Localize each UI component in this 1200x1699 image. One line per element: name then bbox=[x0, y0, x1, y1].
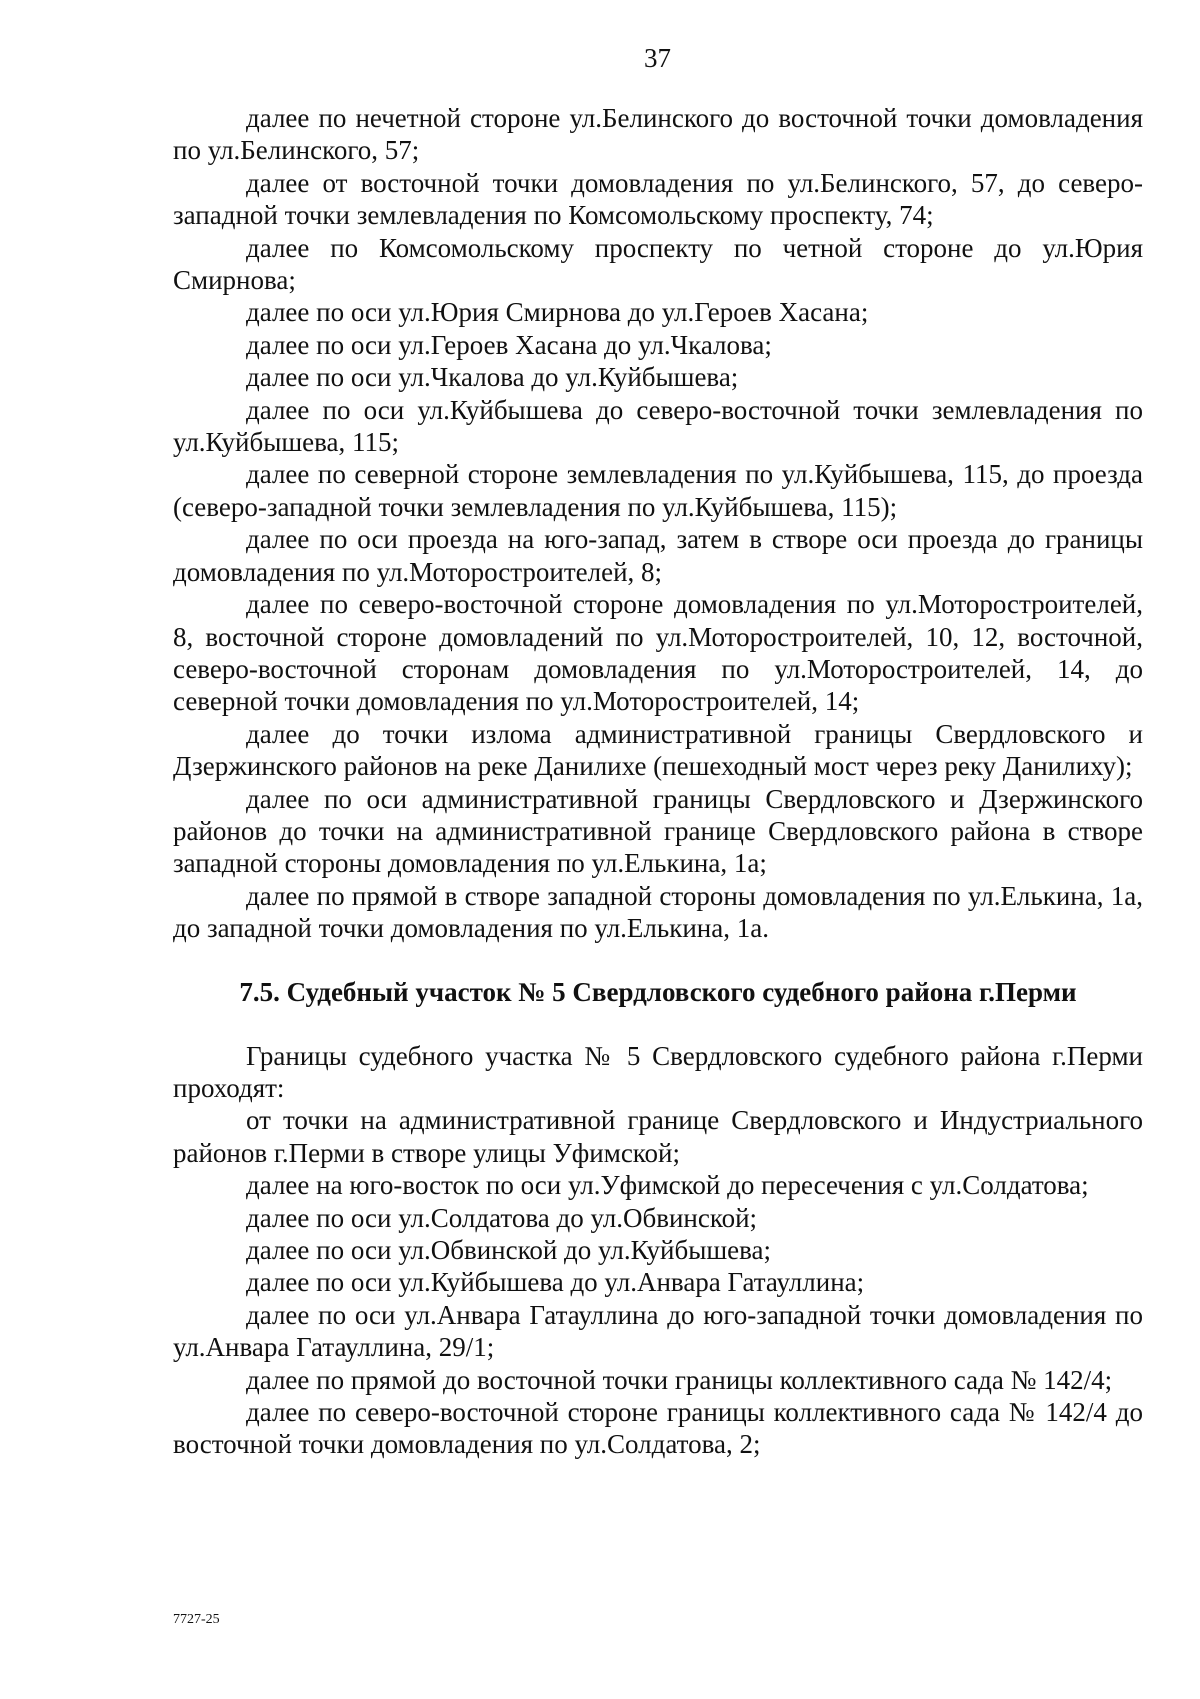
paragraph: далее по северной стороне землевладения по ул.Куйбышева, 115, до проезда (северо-западной точки землевладения по ул.Куйбышева, 115); bbox=[173, 459, 1143, 522]
paragraph: далее на юго-восток по оси ул.Уфимской до пересечения с ул.Солдатова; bbox=[246, 1170, 1089, 1201]
paragraph: Границы судебного участка № 5 Свердловского судебного района г.Перми проходят: bbox=[173, 1040, 1143, 1103]
paragraph: далее по северо-восточной стороне домовладения по ул.Моторостроителей, 8, восточной стороне домовладений по ул.Моторостроителей, 10, 12, восточной, северо-восточной сторонам домовладения по ул.Моторостроителей, 14, до северной точки домовладения по ул.Моторостроителей, 14; bbox=[173, 589, 1143, 717]
paragraph: далее по прямой до восточной точки границы коллективного сада № 142/4; bbox=[246, 1364, 1113, 1395]
paragraph: далее по нечетной стороне ул.Белинского до восточной точки домовладения по ул.Белинского, 57; bbox=[173, 103, 1143, 166]
document-code: 7727-25 bbox=[173, 1612, 220, 1627]
paragraph: далее от восточной точки домовладения по ул.Белинского, 57, до северо-западной точки землевладения по Комсомольскому проспекту, 74; bbox=[173, 167, 1143, 231]
document-body bbox=[173, 102, 1143, 1461]
paragraph: далее по оси ул.Юрия Смирнова до ул.Героев Хасана; bbox=[246, 297, 869, 328]
paragraph: далее по оси ул.Куйбышева до ул.Анвара Гатауллина; bbox=[246, 1267, 865, 1298]
paragraph: далее по оси ул.Солдатова до ул.Обвинской; bbox=[246, 1202, 758, 1233]
paragraph: от точки на административной границе Свердловского и Индустриального районов г.Перми в створе улицы Уфимской; bbox=[173, 1105, 1143, 1168]
paragraph: далее по оси ул.Куйбышева до северо-восточной точки землевладения по ул.Куйбышева, 115; bbox=[173, 394, 1143, 458]
paragraph: далее по прямой в створе западной стороны домовладения по ул.Елькина, 1а, до западной точки домовладения по ул.Елькина, 1а. bbox=[173, 880, 1143, 944]
paragraph: далее до точки излома административной границы Свердловского и Дзержинского районов на реке Данилихе (пешеходный мост через реку Данилиху); bbox=[173, 718, 1143, 782]
paragraph: далее по оси ул.Обвинской до ул.Куйбышева; bbox=[246, 1235, 772, 1265]
section-heading: 7.5. Судебный участок № 5 Свердловского судебного района г.Перми bbox=[239, 976, 1077, 1007]
paragraph: далее по Комсомольскому проспекту по четной стороне до ул.Юрия Смирнова; bbox=[173, 232, 1143, 296]
page-number: 37 bbox=[644, 43, 671, 73]
paragraph: далее по оси проезда на юго-запад, затем в створе оси проезда до границы домовладения по ул.Моторостроителей, 8; bbox=[173, 524, 1143, 587]
paragraph: далее по северо-восточной стороне границы коллективного сада № 142/4 до восточной точки домовладения по ул.Солдатова, 2; bbox=[173, 1397, 1143, 1460]
paragraph: далее по оси административной границы Свердловского и Дзержинского районов до точки на административной границе Свердловского района в створе западной стороны домовладения по ул.Елькина, 1а; bbox=[173, 783, 1143, 879]
paragraph: далее по оси ул.Чкалова до ул.Куйбышева; bbox=[246, 362, 739, 393]
paragraph: далее по оси ул.Анвара Гатауллина до юго-западной точки домовладения по ул.Анвара Гатауллина, 29/1; bbox=[173, 1299, 1143, 1363]
paragraph: далее по оси ул.Героев Хасана до ул.Чкалова; bbox=[246, 329, 772, 360]
